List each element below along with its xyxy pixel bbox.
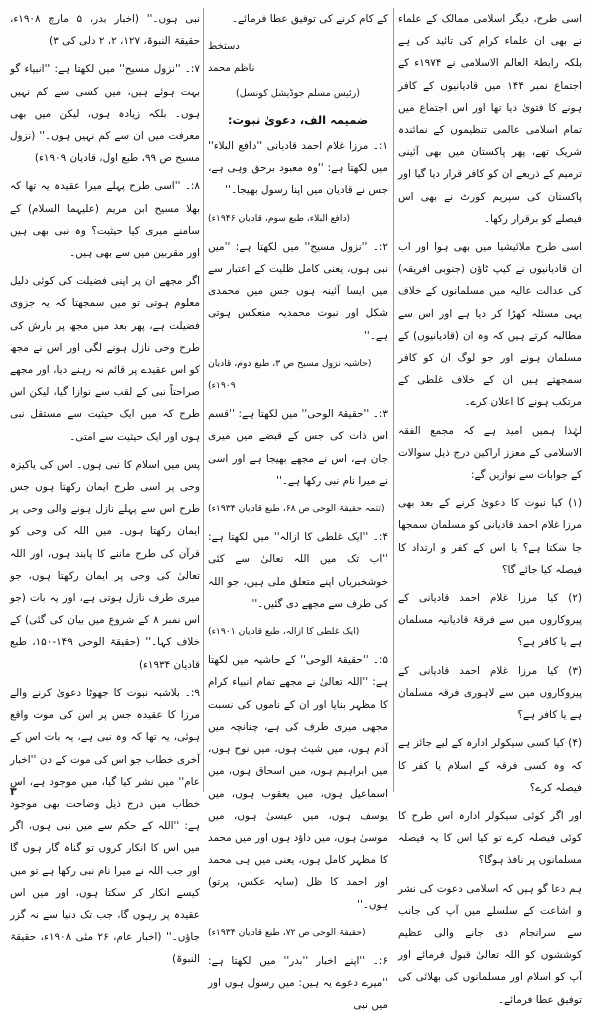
left-column xyxy=(10,8,200,966)
signatory-name: ناظم محمد xyxy=(208,63,255,75)
right-paragraph: اسی طرح، دیگر اسلامی ممالک کے علماء نے بھی ان علماء کرام کی تائید کی ہے بلکہ رابطۃ العالم الاسلامی نے ۱۹۷۴ء کے اجتماع نمبر ۱۴۴ میں قادیانیوں کے کافر ہونے کا فتویٰ دیا تھا اور اس اجتماع میں تمام اسلامی عالمی تنظیموں کے نمائندہ شریک تھے، پھر پاکستان میں بھی آئینی ترمیم کے ذریعے ان کو کافر قرار دیا گیا اور پاکستان کی سپریم کورٹ نے بھی اس فیصلے کو برقرار رکھا۔ xyxy=(398,13,582,225)
reference-1: (دافع البلاء، طبع سوم، قادیان ۱۹۴۶ء) xyxy=(208,212,351,224)
left-paragraph: نبی ہوں۔'' (اخبار بدر، ۵ مارچ ۱۹۰۸ء، حقیقۃ النبوۃ، ۱۲۷، ۲، ۲ دلی کی ۳) xyxy=(10,13,200,48)
signature-label: دستخط xyxy=(208,41,240,53)
quote-6: ۶:۔ ''اپنے اخبار ''بدر'' میں لکھتا ہے: ''میرے دعوے یہ ہیں: میں رسول ہوں اور میں نبی xyxy=(208,954,388,1012)
page-number: ۳ xyxy=(10,785,17,798)
quote-8: ۸:۔ ''اسی طرح پہلے میرا عقیدہ یہ تھا کہ بھلا مسیح ابن مریم (علیہما السلام) کے سامنے میری کیا حیثیت؟ وہ نبی بھی ہیں اور مقربین میں سے بھی ہیں۔ xyxy=(10,180,200,260)
reference-5: (حقیقۃ الوحی ص ۷۲، طبع قادیان ۱۹۳۴ء) xyxy=(208,926,366,938)
question-3: (۳) کیا مرزا غلام احمد قادیانی کے پیروکاروں میں سے لاہوری فرقہ مسلمان ہے یا کافر ہے؟ xyxy=(398,664,582,722)
reference-3: (تتمہ حقیقۃ الوحی ص ۶۸، طبع قادیان ۱۹۳۴ء) xyxy=(208,503,385,515)
left-paragraph: اگر مجھے ان پر اپنی فضیلت کی کوئی دلیل معلوم ہوتی تو میں سمجھتا کہ یہ جزوی فضیلت ہے، پھر بعد میں مجھ پر بارش کی طرح وحی نازل ہونے لگی اور اس نے مجھ کو اس عقیدے پر قائم نہ رہنے دیا، اور مجھے صراحتاً نبی کے لقب سے نوازا گیا، لیکن اس طرح کہ میں ایک حیثیت سے مستقل نبی ہوں اور ایک حیثیت سے امتی۔ xyxy=(10,275,200,443)
reference-2: (حاشیہ نزول مسیح ص ۳، طبع دوم، قادیان ۱۹۰۹ء) xyxy=(208,357,372,392)
right-paragraph: اور اگر کوئی سیکولر ادارہ اس طرح کا کوئی فیصلہ کرے تو کیا اس کا یہ فیصلہ مسلمانوں پر نافذ ہوگا؟ xyxy=(398,809,582,867)
quote-7: ۷:۔ ''نزول مسیح'' میں لکھتا ہے: ''انبیاء گو بہت ہوئے ہیں، میں کسی سے کم نہیں ہوں۔ بلکہ زیادہ ہوں، لیکن میں بھی معرفت میں ان سے کم نہیں ہوں۔'' (نزول مسیح ص ۹۹، طبع اول، قادیان ۱۹۰۹ء) xyxy=(10,63,200,165)
left-paragraph: پس میں اسلام کا نبی ہوں۔ اس کی یاکیزہ وحی پر اسی طرح ایمان رکھتا ہوں جس طرح اس سے پہلے نازل ہونے والی وحی پر ایمان رکھتا ہوں۔ میں اللہ کی وحی کو قرآن کی طرح ماننے کا پابند ہوں، اور اللہ تعالیٰ کی وحی پر ایمان رکھتا ہوں، جو میری طرف نازل ہوتی ہے، اور یہ بات (جو اس نمبر ۸ کے شروع میں بیان کی گئی) کے خلاف کہا۔'' (حقیقۃ الوحی ۱۴۹-۱۵۰، طبع قادیان ۱۹۳۴ء) xyxy=(10,458,200,671)
quote-9: ۹:۔ بلاشبہ نبوت کا جھوٹا دعویٰ کرنے والے مرزا کا عقیدہ جس پر اس کی موت واقع ہوئی، یہ تھا کہ وہ نبی ہے، یہ بات اس کے آخری خطاب جو اس کی موت کے دن ''اخبار عام'' میں نشر کیا گیا، میں موجود ہے، اس خطاب میں درج ذیل وضاحت بھی موجود ہے: ''اللہ کے حکم سے میں نبی ہوں، اگر میں اس کا انکار کروں تو گناہ گار ہوں گا اور جب اللہ نے میرا نام نبی رکھا ہے تو میں کیسے انکار کر سکتا ہوں، اور میں اس عقیدہ پر رہوں گا، جب تک دنیا سے نہ گزر جاؤں۔'' (اخبار عام، ۲۶ مئی ۱۹۰۸ء، حقیقۃ النبوۃ) xyxy=(10,686,200,966)
reference-4: (ایک غلطی کا ازالہ، طبع قادیان ۱۹۰۱ء) xyxy=(208,626,360,638)
middle-intro: کے کام کرنے کی توفیق عطا فرمائے۔ xyxy=(231,13,388,25)
quote-5: ۵:۔ ''حقیقۃ الوحی'' کے حاشیہ میں لکھتا ہے: ''اللہ تعالیٰ نے مجھے تمام انبیاء کرام کا مظہر بنایا اور ان کے ناموں کی نسبت مجھی میری طرف کی ہے، چنانچہ میں آدم ہوں، میں شیث ہوں، میں نوح ہوں، میں ابراہیم ہوں، میں اسحاق ہوں، میں اسماعیل ہوں، میں یعقوب ہوں، میں یوسف ہوں، میں عیسیٰ ہوں، میں موسیٰ ہوں، میں داؤد ہوں اور میں محمد کا مظہر کامل ہوں، یعنی میں ہی محمد اور احمد کا ظل (سایہ عکس، پرتو) ہوں۔'' xyxy=(208,654,388,911)
question-1: (۱) کیا نبوت کا دعویٰ کرنے کے بعد بھی مرزا غلام احمد قادیانی کو مسلمان سمجھا جا سکتا ہے؟ یا اس کے کفر و ارتداد کا فیصلہ کیا جائے گا؟ xyxy=(398,497,582,576)
quote-3: ۳:۔ ''حقیقۃ الوحی'' میں لکھتا ہے: ''قسم اس ذات کی جس کے قبضے میں میری جان ہے، اس نے مجھے بھیجا ہے اور اسی نے میرا نام نبی رکھا ہے۔'' xyxy=(208,408,388,487)
column-divider xyxy=(203,8,204,792)
quote-1: ۱:۔ مرزا غلام احمد قادیانی ''دافع البلاء'' میں لکھتا ہے: ''وہ معبود برحق وہی ہے، جس نے قادیان میں اپنا رسول بھیجا۔'' xyxy=(208,140,388,197)
signatory-title: (رئیس مسلم جوڈیشل کونسل) xyxy=(236,87,360,99)
right-column xyxy=(398,8,582,1006)
appendix-heading: ضمیمہ الف، دعویٰ نبوت: xyxy=(227,112,369,127)
closing-prayer: ہم دعا گو ہیں کہ اسلامی دعوت کی نشر و اشاعت کے سلسلے میں آپ کی جانب سے سرانجام دی جانے والی عظیم کوششوں کو اللہ تعالیٰ قبول فرمائے اور آپ کو اسلام اور مسلمانوں کی بھلائی کی توفیق عطا فرمائے۔ xyxy=(398,882,582,1006)
right-paragraph: لہٰذا ہمیں امید ہے کہ مجمع الفقہ الاسلامی کے معزز اراکین درج ذیل سوالات کے جوابات سے نوازیں گے: xyxy=(398,424,582,482)
column-divider xyxy=(393,8,394,792)
right-paragraph: اسی طرح ملائیشیا میں بھی ہوا اور اب ان قادیانیوں نے کیپ ٹاؤن (جنوبی افریقہ) کی عدالت عالیہ میں مسلمانوں کے خلاف یہی مسئلہ کھڑا کر دیا ہے اور اس سے مطالبہ کرتے ہیں کہ وہ ان (قادیانیوں) کے مسلمان ہونے اور جو لوگ ان کو کافر سمجھتے ہیں ان کے خلاف غلطی کے مرتکب ہونے کا اعلان کرے۔ xyxy=(398,241,582,409)
quote-4: ۴:۔ ''ایک غلطی کا ازالہ'' میں لکھتا ہے: ''اب تک میں اللہ تعالیٰ سے کئی خوشخبریاں اپنے متعلق ملی ہیں، جو اللہ کی طرف سے مجھے دی گئیں۔'' xyxy=(208,531,388,610)
question-2: (۲) کیا مرزا غلام احمد قادیانی کے پیروکاروں میں سے فرقۂ قادیانیہ مسلمان ہے یا کافر ہے؟ xyxy=(398,592,582,649)
middle-column xyxy=(208,8,388,1012)
quote-2: ۲:۔ ''نزول مسیح'' میں لکھتا ہے: ''میں نبی ہوں، یعنی کامل ظلیت کے اعتبار سے میں ایسا آئینہ ہوں جس میں محمدی شکل اور نبوت محمدیہ منعکس ہوتی ہے۔'' xyxy=(208,240,388,342)
question-4: (۴) کیا کسی سیکولر ادارہ کے لیے جائز ہے کہ وہ کسی فرقہ کے اسلام یا کفر کا فیصلہ کرے؟ xyxy=(398,737,582,794)
